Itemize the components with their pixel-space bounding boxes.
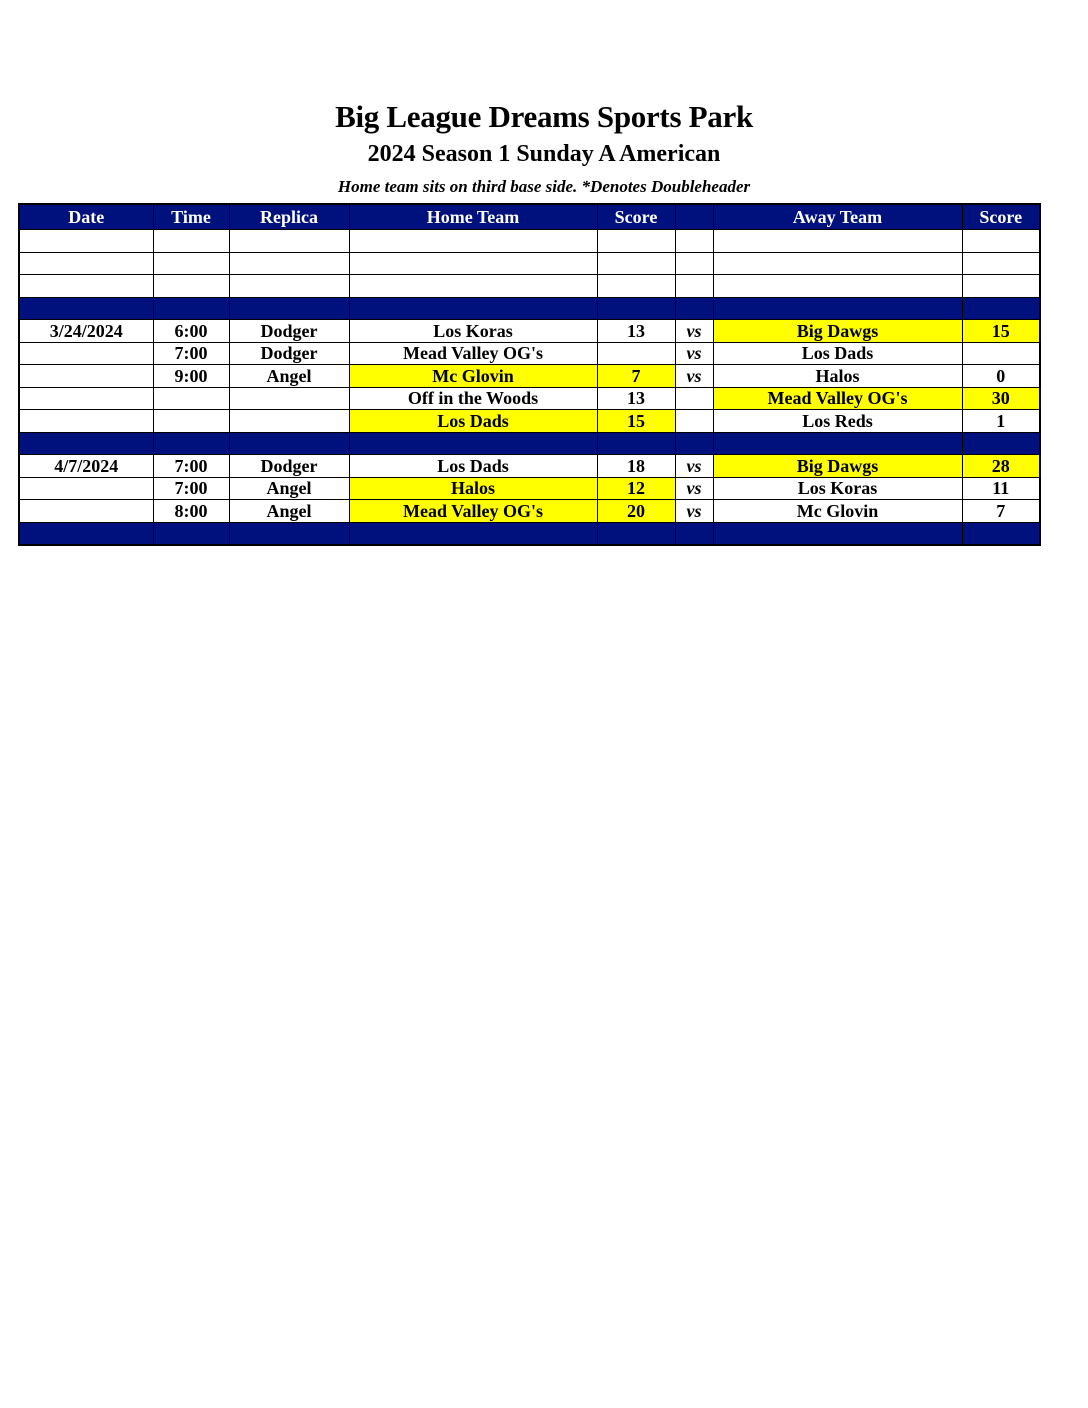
separator-row [19, 297, 1040, 320]
header-away-team: Away Team [713, 204, 962, 230]
game-time [153, 410, 229, 433]
header-home-team: Home Team [349, 204, 597, 230]
game-date: 3/24/2024 [19, 320, 153, 343]
home-score: 13 [597, 320, 675, 343]
empty-row [19, 230, 1040, 253]
game-time: 6:00 [153, 320, 229, 343]
game-date [19, 387, 153, 410]
game-time: 7:00 [153, 455, 229, 478]
home-score: 12 [597, 477, 675, 500]
away-team: Big Dawgs [713, 320, 962, 343]
header-date: Date [19, 204, 153, 230]
separator-row [19, 522, 1040, 545]
game-date [19, 410, 153, 433]
header-time: Time [153, 204, 229, 230]
home-score: 15 [597, 410, 675, 433]
home-team: Halos [349, 477, 597, 500]
game-date [19, 500, 153, 523]
vs-label: vs [675, 500, 713, 523]
home-team: Los Koras [349, 320, 597, 343]
away-score: 28 [962, 455, 1040, 478]
game-replica: Dodger [229, 455, 349, 478]
game-replica: Dodger [229, 342, 349, 365]
vs-label [675, 387, 713, 410]
separator-row [19, 432, 1040, 455]
away-team: Mc Glovin [713, 500, 962, 523]
game-date [19, 365, 153, 388]
vs-label: vs [675, 342, 713, 365]
game-replica: Angel [229, 365, 349, 388]
home-team: Off in the Woods [349, 387, 597, 410]
game-time: 7:00 [153, 342, 229, 365]
game-time: 9:00 [153, 365, 229, 388]
home-team: Mc Glovin [349, 365, 597, 388]
home-score: 20 [597, 500, 675, 523]
away-team: Mead Valley OG's [713, 387, 962, 410]
game-replica: Angel [229, 477, 349, 500]
away-score [962, 342, 1040, 365]
game-row [19, 387, 1040, 410]
header-vs [675, 204, 713, 230]
header-replica: Replica [229, 204, 349, 230]
empty-row [19, 252, 1040, 275]
schedule-note: Home team sits on third base side. *Denotes Doubleheader [337, 177, 751, 196]
game-row [19, 455, 1040, 478]
away-team: Los Reds [713, 410, 962, 433]
vs-label: vs [675, 365, 713, 388]
home-team: Los Dads [349, 410, 597, 433]
page-title: Big League Dreams Sports Park [335, 99, 753, 134]
game-replica: Angel [229, 500, 349, 523]
game-date [19, 477, 153, 500]
home-team: Los Dads [349, 455, 597, 478]
away-score: 15 [962, 320, 1040, 343]
game-row [19, 365, 1040, 388]
game-row [19, 410, 1040, 433]
away-score: 11 [962, 477, 1040, 500]
game-time: 7:00 [153, 477, 229, 500]
home-score: 7 [597, 365, 675, 388]
game-replica: Dodger [229, 320, 349, 343]
game-row [19, 500, 1040, 523]
header-away-score: Score [962, 204, 1040, 230]
game-row [19, 342, 1040, 365]
header-row [19, 204, 1040, 230]
home-score: 13 [597, 387, 675, 410]
home-team: Mead Valley OG's [349, 500, 597, 523]
schedule-table [18, 203, 1041, 546]
home-score [597, 342, 675, 365]
vs-label: vs [675, 477, 713, 500]
game-row [19, 477, 1040, 500]
home-score: 18 [597, 455, 675, 478]
season-subtitle: 2024 Season 1 Sunday A American [367, 141, 721, 167]
away-score: 30 [962, 387, 1040, 410]
game-date: 4/7/2024 [19, 455, 153, 478]
game-row [19, 320, 1040, 343]
game-time [153, 387, 229, 410]
vs-label: vs [675, 320, 713, 343]
game-replica [229, 387, 349, 410]
away-score: 0 [962, 365, 1040, 388]
away-score: 7 [962, 500, 1040, 523]
game-time: 8:00 [153, 500, 229, 523]
away-score: 1 [962, 410, 1040, 433]
header-home-score: Score [597, 204, 675, 230]
away-team: Los Dads [713, 342, 962, 365]
away-team: Big Dawgs [713, 455, 962, 478]
empty-row [19, 275, 1040, 298]
home-team: Mead Valley OG's [349, 342, 597, 365]
vs-label: vs [675, 455, 713, 478]
vs-label [675, 410, 713, 433]
away-team: Los Koras [713, 477, 962, 500]
game-date [19, 342, 153, 365]
game-replica [229, 410, 349, 433]
away-team: Halos [713, 365, 962, 388]
